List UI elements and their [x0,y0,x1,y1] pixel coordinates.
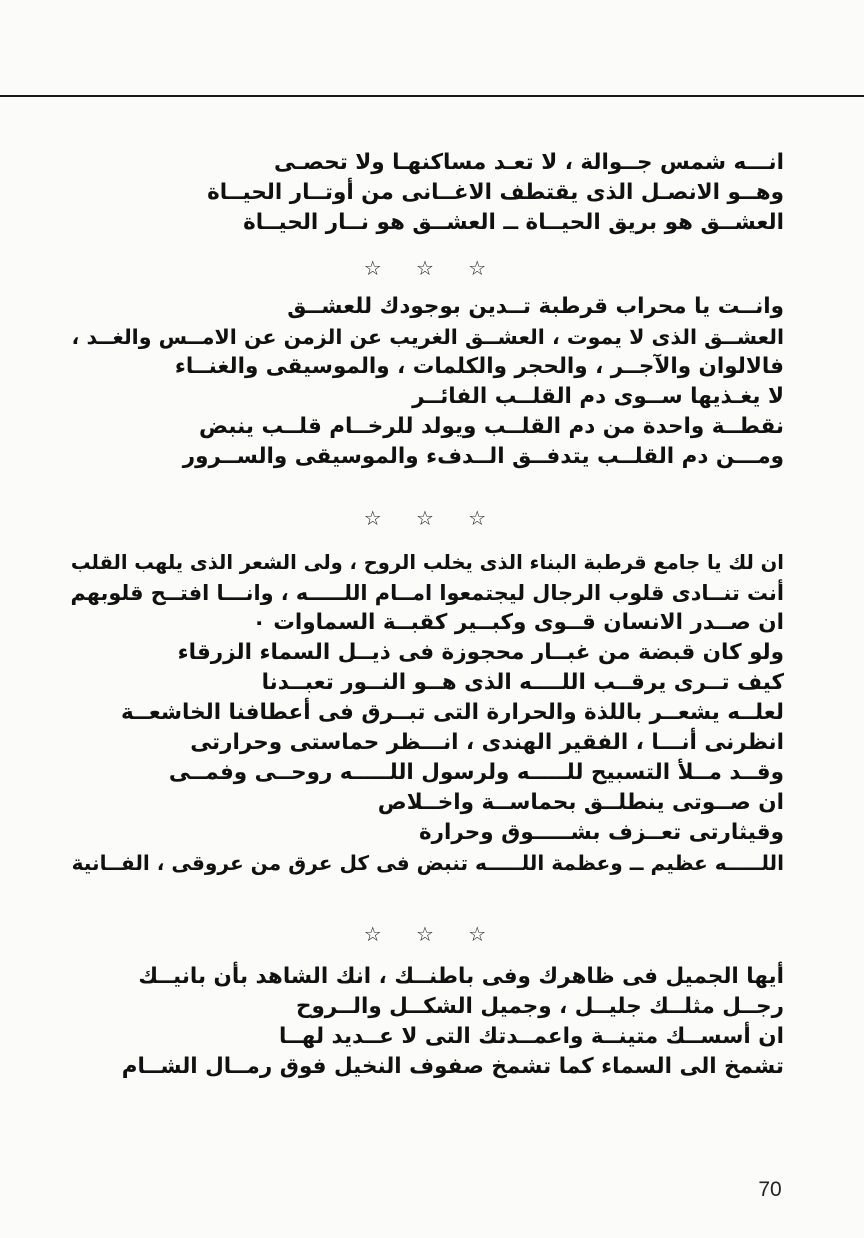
poem-line: لعلــه يشعــر باللذة والحرارة التى تبــرق فى أعطافنا الخاشعــة [121,700,784,725]
poem-line: اللـــــه عظيم ــ وعظمة اللـــــه تنبض فى كل عرق من عروقى ، الفــانية [71,851,784,875]
stanza-1 [60,148,784,238]
poem-line: أيها الجميل فى ظاهرك وفى باطنــك ، انك الشاهد بأن بانيــك [138,964,784,989]
poem-line: وقــد مــلأ التسبيح للـــــه ولرسول اللـــــه روحــى وفمــى [168,760,784,785]
poem-line: وقيثارتى تعــزف بشـــــوق وحرارة [418,820,784,845]
poem-line: رجــل مثلــك جليــل ، وجميل الشكــل والــروح [295,994,784,1019]
poem-line: وهــو الانصـل الذى يقتطف الاغــانى من أوتــار الحيــاة [207,180,784,205]
poem-line: أنت تنــادى قلوب الرجال ليجتمعوا امــام اللـــــه ، وانـــا افتــح قلوبهم [70,581,784,605]
poem-line: تشمخ الى السماء كما تشمخ صفوف النخيل فوق رمــال الشــام [121,1054,784,1079]
page-number: 70 [758,1178,782,1201]
poem-line: العشــق هو بريق الحيــاة ــ العشــق هو نــار الحيــاة [243,210,784,235]
poem-line: نقطــة واحدة من دم القلــب ويولد للرخــام قلــب ينبض [199,414,784,439]
stanza-2 [60,292,784,472]
poem-line: ومـــن دم القلــب يتدفــق الــدفء والموسيقى والســرور [182,444,784,469]
separator-stars-1: ☆ ☆ ☆ [363,256,501,280]
poem-line: ان صــوتى ينطلــق بحماســة واخــلاص [377,790,784,815]
poem-line: ولو كان قبضة من غبــار محجوزة فى ذيــل السماء الزرقاء [177,640,784,665]
poem-line: ان لك يا جامع قرطبة البناء الذى يخلب الروح ، ولى الشعر الذى يلهب القلب [70,551,784,574]
stanza-3 [60,548,784,878]
poem-line: ان صــدر الانسان قــوى وكبــير كقبــة السماوات ٠ [252,610,784,635]
poem-line: فالالوان والآجــر ، والحجر والكلمات ، والموسيقى والغنــاء [174,354,784,379]
poem-line: انـــه شمس جــوالة ، لا تعـد مساكنهـا ولا تحصـى [273,150,784,175]
poem-line: لا يغـذيها ســوى دم القلــب الفائــر [412,384,784,409]
header-rule [0,95,864,97]
poem-line: كيف تــرى يرقــب اللــــه الذى هــو النــور تعبــدنا [261,670,784,695]
poem-line: وانــت يا محراب قرطبة تــدين بوجودك للعشــق [287,294,784,319]
stanza-4 [60,962,784,1082]
separator-stars-2: ☆ ☆ ☆ [363,506,501,530]
poem-line: انظرنى أنـــا ، الفقير الهندى ، انـــظر حماستى وحرارتى [190,730,784,755]
poem-line: ان أسســك متينــة واعمــدتك التى لا عــديد لهــا [279,1024,784,1049]
separator-stars-3: ☆ ☆ ☆ [363,922,501,946]
poem-line: العشــق الذى لا يموت ، العشــق الغريب عن الزمن عن الامــس والغــد ، [71,325,784,349]
